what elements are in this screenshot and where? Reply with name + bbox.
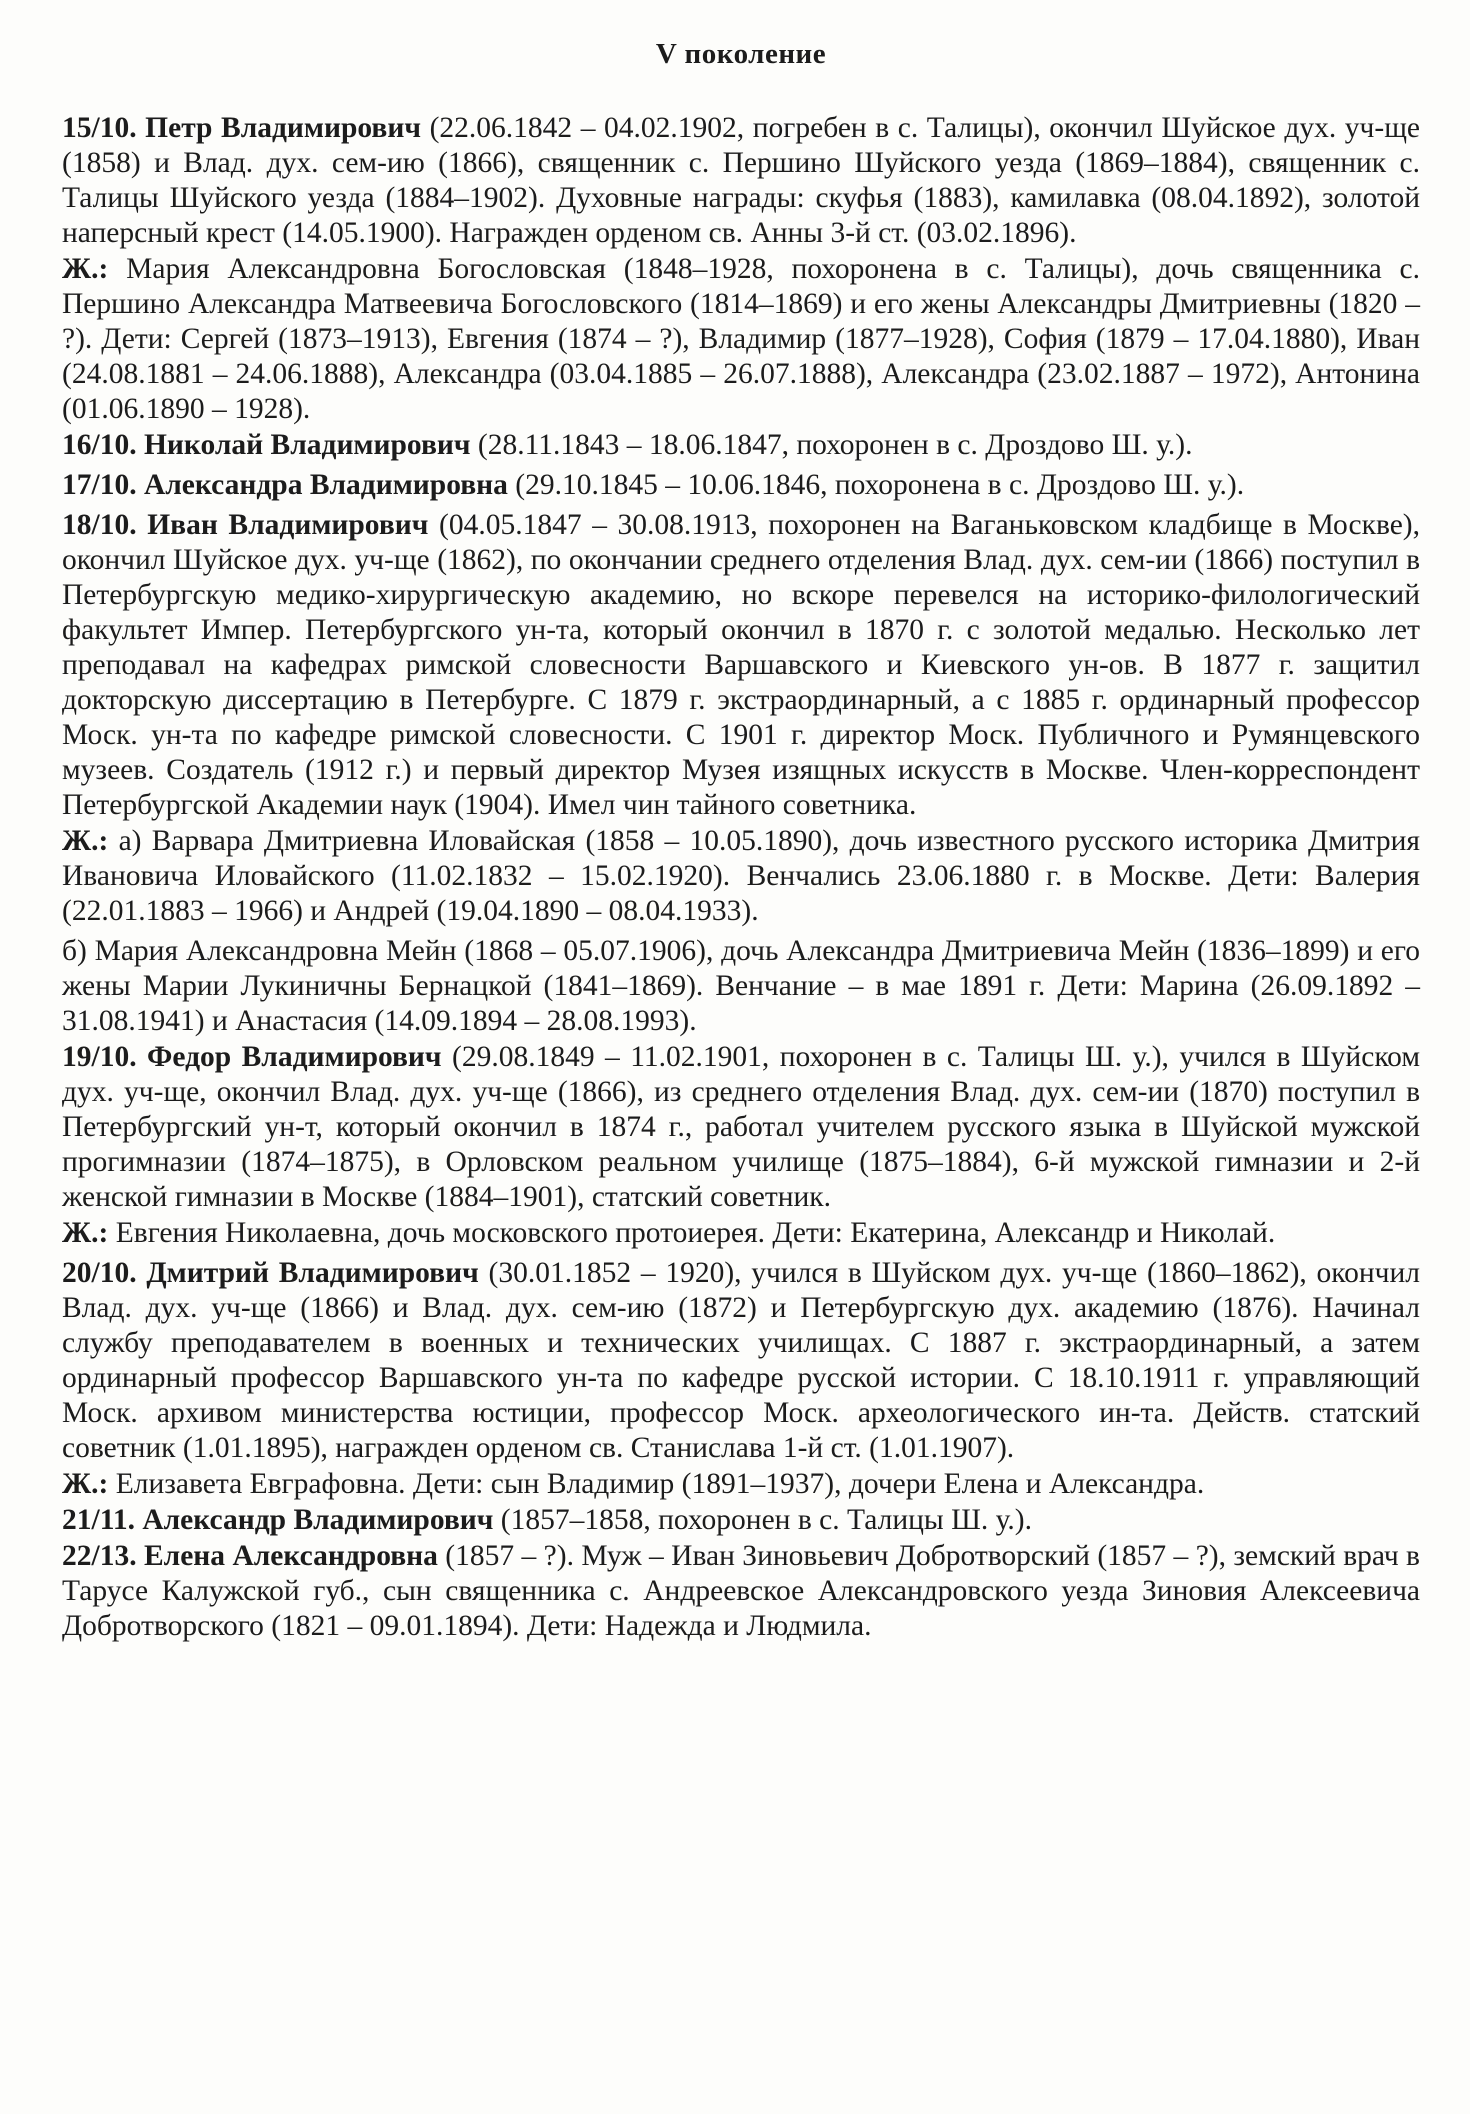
entry-number: 19/10. <box>62 1041 137 1073</box>
entry-text: б) Мария Александровна Мейн (1868 – 05.07.1906), дочь Александра Дмитриевича Мейн (1836–1899) и его жены Марии Лукиничны Бернацкой (1841–1869). Венчание – в мае 1891 г. Дети: Марина (26.09.1892 – 31.08.1941) и Анастасия (14.09.1894 – 28.08.1993). <box>62 935 1420 1037</box>
spouse-label: Ж.: <box>62 1468 109 1500</box>
entry-number: 15/10. <box>62 112 137 144</box>
entry-text: Елизавета Евграфовна. Дети: сын Владимир (1891–1937), дочери Елена и Александра. <box>108 1468 1205 1500</box>
entry-text: (30.01.1852 – 1920), учился в Шуйском дух. уч-ще (1860–1862), окончил Влад. дух. уч-ще (1866) и Влад. дух. сем-ию (1872) и Петербургскую дух. академию (1876). Начинал службу преподавателем в военных и технических училищах. С 1887 г. экстраординарный, а затем ординарный профессор Варшавского ун-та по кафедре русской истории. С 18.10.1911 г. управляющий Моск. архивом министерства юстиции, профессор Моск. археологического ин-та. Действ. статский советник (1.01.1895), награжден орденом св. Станислава 1-й ст. (1.01.1907). <box>62 1257 1420 1464</box>
entry-text: (04.05.1847 – 30.08.1913, похоронен на Ваганьковском кладбище в Москве), окончил Шуйское дух. уч-ще (1862), по окончании среднего отделения Влад. дух. сем-ии (1866) поступил в Петербургскую медико-хирургическую академию, но вскоре перевелся на историко-филологический факультет Импер. Петербургского ун-та, который окончил в 1870 г. с золотой медалью. Несколько лет преподавал на кафедрах римской словесности Варшавского и Киевского ун-ов. В 1877 г. защитил докторскую диссертацию в Петербурге. С 1879 г. экстраординарный, а с 1885 г. ординарный профессор Моск. ун-та по кафедре римской словесности. С 1901 г. директор Моск. Публичного и Румянцевского музеев. Создатель (1912 г.) и первый директор Музея изящных искусств в Москве. Член-корреспондент Петербургской Академии наук (1904). Имел чин тайного советника. <box>62 509 1421 821</box>
spouse-label: Ж.: <box>62 253 109 285</box>
entry-text: Евгения Николаевна, дочь московского протоиерея. Дети: Екатерина, Александр и Николай. <box>108 1217 1276 1249</box>
entry-16-10 <box>62 428 1420 463</box>
entry-number: 16/10. <box>62 429 137 461</box>
entry-number: 18/10. <box>62 509 137 541</box>
person-name: Федор Владимирович <box>147 1041 442 1073</box>
entry-number: 20/10. <box>62 1257 137 1289</box>
entry-22-13 <box>62 1539 1420 1644</box>
entry-21-11 <box>62 1503 1420 1538</box>
spouse-label: Ж.: <box>62 1217 109 1249</box>
entry-number: 17/10. <box>62 469 137 501</box>
spouse-label: Ж.: <box>62 825 109 857</box>
person-name: Александр Владимирович <box>142 1504 494 1536</box>
person-name: Дмитрий Владимирович <box>146 1257 479 1289</box>
entry-text: (1857 – ?). Муж – Иван Зиновьевич Добротворский (1857 – ?), земский врач в Тарусе Калужской губ., сын священника с. Андреевское Александровского уезда Зиновия Алексеевича Добротворского (1821 – 09.01.1894). Дети: Надежда и Людмила. <box>62 1540 1420 1642</box>
spouse-entry-19-10 <box>62 1216 1420 1251</box>
spouse-entry-15-10 <box>62 252 1420 427</box>
person-name: Иван Владимирович <box>147 509 429 541</box>
entry-text: (22.06.1842 – 04.02.1902, погребен в с. Талицы), окончил Шуйское дух. уч-ще (1858) и Влад. дух. сем-ию (1866), священник с. Першино Шуйского уезда (1869–1884), священник с. Талицы Шуйского уезда (1884–1902). Духовные награды: скуфья (1883), камилавка (08.04.1892), золотой наперсный крест (14.05.1900). Награжден орденом св. Анны 3-й ст. (03.02.1896). <box>62 112 1421 249</box>
entry-17-10 <box>62 468 1420 503</box>
person-name: Петр Владимирович <box>145 112 421 144</box>
person-name: Александра Владимировна <box>143 469 508 501</box>
entry-number: 22/13. <box>62 1540 137 1572</box>
entry-text: (29.10.1845 – 10.06.1846, похоронена в с. Дроздово Ш. у.). <box>507 469 1245 501</box>
entry-number: 21/11. <box>62 1504 135 1536</box>
entry-20-10 <box>62 1256 1420 1466</box>
entry-15-10 <box>62 111 1420 251</box>
spouse-entry-18-10-a <box>62 824 1420 929</box>
spouse-entry-18-10-b <box>62 934 1420 1039</box>
entry-text: (28.11.1843 – 18.06.1847, похоронен в с. Дроздово Ш. у.). <box>470 429 1193 461</box>
person-name: Николай Владимирович <box>143 429 471 461</box>
entry-19-10 <box>62 1040 1420 1215</box>
entry-text: Мария Александровна Богословская (1848–1928, похоронена в с. Талицы), дочь священника с. Першино Александра Матвеевича Богословского (1814–1869) и его жены Александры Дмитриевны (1820 – ?). Дети: Сергей (1873–1913), Евгения (1874 – ?), Владимир (1877–1928), София (1879 – 17.04.1880), Иван (24.08.1881 – 24.06.1888), Александра (03.04.1885 – 26.07.1888), Александра (23.02.1887 – 1972), Антонина (01.06.1890 – 1928). <box>62 253 1420 425</box>
entry-text: а) Варвара Дмитриевна Иловайская (1858 – 10.05.1890), дочь известного русского историка Дмитрия Ивановича Иловайского (11.02.1832 – 15.02.1920). Венчались 23.06.1880 г. в Москве. Дети: Валерия (22.01.1883 – 1966) и Андрей (19.04.1890 – 08.04.1933). <box>62 825 1420 927</box>
generation-heading: V поколение <box>655 38 827 70</box>
spouse-entry-20-10 <box>62 1467 1420 1502</box>
entry-text: (29.08.1849 – 11.02.1901, похоронен в с. Талицы Ш. у.), учился в Шуйском дух. уч-ще, окончил Влад. дух. уч-ще (1866), из среднего отделения Влад. дух. сем-ии (1870) поступил в Петербургский ун-т, который окончил в 1874 г., работал учителем русского языка в Шуйской мужской прогимназии (1874–1875), в Орловском реальном училище (1875–1884), 6-й мужской гимназии и 2-й женской гимназии в Москве (1884–1901), статский советник. <box>62 1041 1421 1213</box>
entry-text: (1857–1858, похоронен в с. Талицы Ш. у.). <box>493 1504 1032 1536</box>
person-name: Елена Александровна <box>143 1540 438 1572</box>
entry-18-10 <box>62 508 1420 823</box>
